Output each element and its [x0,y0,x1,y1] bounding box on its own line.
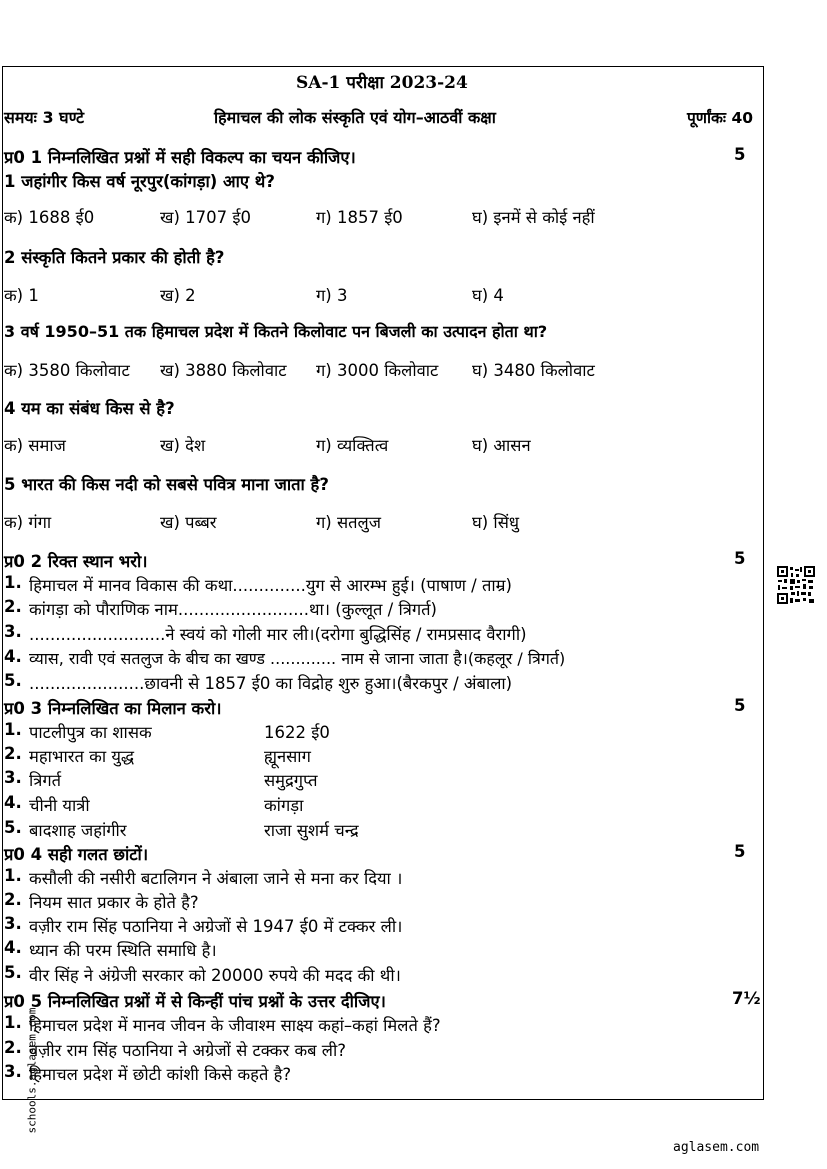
q5-item-1-number: 1. [4,1013,22,1032]
q3-item-1-left: पाटलीपुत्र का शासक [29,723,152,742]
q4-marks: 5 [734,842,746,861]
q2-item-2-number: 2. [4,597,22,616]
q5-item-2-number: 2. [4,1038,22,1057]
q3-marks: 5 [734,696,746,715]
q5-heading: प्र0 5 निम्नलिखित प्रश्नों में से किन्हीं पांच प्रश्नों के उत्तर दीजिए। [4,992,386,1011]
q5-item-1-text: हिमाचल प्रदेश में मानव जीवन के जीवाश्म साक्ष्य कहां–कहां मिलते हैं? [29,1016,441,1035]
q4-item-5-text: वीर सिंह ने अंग्रेजी सरकार को 20000 रुपये की मदद की थी। [29,966,401,985]
q2-item-1-text: हिमाचल में मानव विकास की कथा..............युग से आरम्भ हुई। (पाषाण / ताम्र) [29,576,512,595]
q3-item-5-number: 5. [4,818,22,837]
q3-item-5-right: राजा सुशर्म चन्द्र [264,821,359,840]
q4-item-1-number: 1. [4,866,22,885]
q1-heading: प्र0 1 निम्नलिखित प्रश्नों में सही विकल्प का चयन कीजिए। [4,148,356,167]
q3-item-2-left: महाभारत का युद्ध [29,747,135,766]
q1-item-3-question: 3 वर्ष 1950–51 तक हिमाचल प्रदेश में कितने किलोवाट पन बिजली का उत्पादन होता था? [4,322,548,341]
q1-item-5-option-d: घ) सिंधु [472,513,520,532]
q2-item-5-text: ......................छावनी से 1857 ई0 का विद्रोह शुरु हुआ।(बैरकपुर / अंबाला) [29,674,513,693]
q1-item-4-option-c: ग) व्यक्तित्व [316,436,389,455]
q1-item-3-option-b: ख) 3880 किलोवाट [160,361,287,380]
q3-item-3-right: समुद्रगुप्त [264,771,318,790]
q1-item-2-option-c: ग) 3 [316,286,348,305]
q2-item-1-number: 1. [4,573,22,592]
q1-item-3-option-d: घ) 3480 किलोवाट [472,361,595,380]
q3-item-1-right: 1622 ई0 [264,723,330,742]
q1-item-1-option-a: क) 1688 ई0 [4,208,95,227]
q4-heading: प्र0 4 सही गलत छांटों। [4,845,149,864]
q2-item-4-number: 4. [4,647,22,666]
q1-item-2-option-b: ख) 2 [160,286,196,305]
q1-item-5-option-b: ख) पब्बर [160,513,217,532]
q1-item-5-option-c: ग) सतलुज [316,513,381,532]
q1-item-5-question: 5 भारत की किस नदी को सबसे पवित्र माना जाता है? [4,475,329,494]
q1-item-1-option-c: ग) 1857 ई0 [316,208,403,227]
q4-item-5-number: 5. [4,963,22,982]
exam-subject: हिमाचल की लोक संस्कृति एवं योग–आठवीं कक्षा [214,108,496,127]
q4-item-4-number: 4. [4,938,22,957]
q2-item-3-text: ..........................ने स्वयं को गोली मार ली।(दरोगा बुद्धिसिंह / रामप्रसाद वैरागी) [29,625,527,644]
qr-code-icon[interactable] [776,565,816,605]
q1-item-2-question: 2 संस्कृति कितने प्रकार की होती है? [4,248,225,267]
q1-marks: 5 [734,145,746,164]
q3-item-4-number: 4. [4,793,22,812]
q2-item-5-number: 5. [4,671,22,690]
q4-item-4-text: ध्यान की परम स्थिति समाधि है। [29,941,217,960]
q1-item-1-option-b: ख) 1707 ई0 [160,208,252,227]
q5-item-2-text: वज़ीर राम सिंह पठानिया ने अग्रेजों से टक्कर कब ली? [29,1041,347,1060]
q4-item-2-number: 2. [4,890,22,909]
q1-item-4-option-a: क) समाज [4,436,66,455]
q5-marks: 7½ [732,989,761,1008]
q1-item-2-option-d: घ) 4 [472,286,504,305]
exam-time: समयः 3 घण्टे [4,108,85,127]
q1-item-4-option-b: ख) देश [160,436,206,455]
q3-item-2-number: 2. [4,744,22,763]
exam-title: SA-1 परीक्षा 2023-24 [296,73,468,93]
q3-item-5-left: बादशाह जहांगीर [29,821,127,840]
exam-max-marks: पूर्णांकः 40 [687,109,754,127]
q4-item-1-text: कसौली की नसीरी बटालिगन ने अंबाला जाने से मना कर दिया । [29,869,403,888]
q1-item-3-option-a: क) 3580 किलोवाट [4,361,130,380]
q3-item-4-right: कांगड़ा [264,796,304,815]
q1-item-4-question: 4 यम का संबंध किस से है? [4,399,175,418]
q4-item-3-number: 3. [4,914,22,933]
q1-item-2-option-a: क) 1 [4,286,39,305]
q5-item-3-number: 3. [4,1062,22,1081]
q4-item-3-text: वज़ीर राम सिंह पठानिया ने अग्रेजों से 1947 ई0 में टक्कर ली। [29,917,403,936]
q1-item-1-question: 1 जहांगीर किस वर्ष नूरपुर(कांगड़ा) आए थे? [4,172,275,191]
q3-item-1-number: 1. [4,720,22,739]
q1-item-1-option-d: घ) इनमें से कोई नहीं [472,208,595,227]
q2-item-4-text: व्यास, रावी एवं सतलुज के बीच का खण्ड ............. नाम से जाना जाता है।(कहलूर / त्रिगर्त) [29,649,566,668]
q1-item-3-option-c: ग) 3000 किलोवाट [316,361,439,380]
q2-heading: प्र0 2 रिक्त स्थान भरो। [4,552,148,571]
q3-item-4-left: चीनी यात्री [29,796,90,815]
q3-item-2-right: ह्यूनसाग [264,747,311,766]
side-watermark: schools.aglasem.com [25,1007,39,1134]
q2-item-3-number: 3. [4,622,22,641]
q3-item-3-number: 3. [4,768,22,787]
q2-marks: 5 [734,549,746,568]
q3-heading: प्र0 3 निम्नलिखित का मिलान करो। [4,699,222,718]
q2-item-2-text: कांगड़ा को पौराणिक नाम.........................था। (कुल्लूत / त्रिगर्त) [29,600,437,619]
q5-item-3-text: हिमाचल प्रदेश में छोटी कांशी किसे कहते है? [29,1065,292,1084]
q1-item-4-option-d: घ) आसन [472,436,531,455]
q1-item-5-option-a: क) गंगा [4,513,52,532]
q3-item-3-left: त्रिगर्त [29,771,62,790]
footer-site[interactable]: aglasem.com [673,1140,760,1155]
q4-item-2-text: नियम सात प्रकार के होते है? [29,893,199,912]
